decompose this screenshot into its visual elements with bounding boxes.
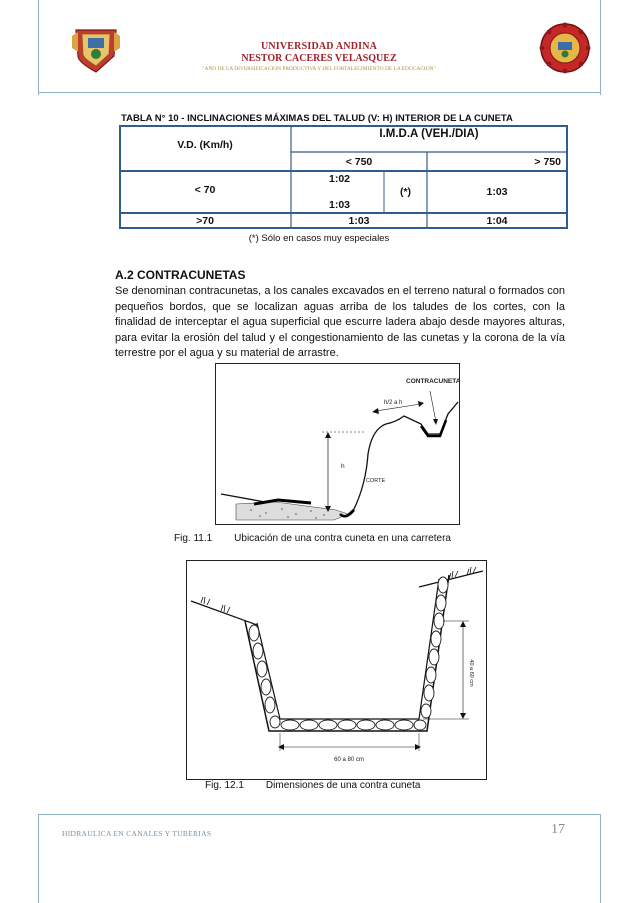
row1-value-a: 1:02	[329, 173, 351, 185]
footer-rule	[38, 814, 601, 815]
label-h2-a-h: h/2 a h	[384, 400, 403, 406]
row1-special-mark: (*)	[399, 186, 412, 198]
footer-right-border	[600, 814, 601, 903]
page-number: 17	[551, 822, 565, 837]
figure-contracuneta-location	[215, 363, 460, 525]
subheader-gt750: > 750	[534, 156, 561, 168]
label-width-range: 60 a 80 cm	[334, 757, 364, 763]
university-title: UNIVERSIDAD ANDINA	[260, 41, 378, 52]
label-contracuneta: CONTRACUNETA	[406, 378, 459, 385]
figure1-caption	[174, 533, 451, 544]
label-height-range: 40 a 60 cm	[468, 659, 474, 687]
figure2-caption-text: Dimensiones de una contra cuneta	[265, 780, 421, 791]
university-name: NESTOR CACERES VELASQUEZ	[241, 53, 397, 64]
figure2-caption-number: Fig. 12.1	[205, 780, 244, 791]
header-vd: V.D. (Km/h)	[177, 139, 233, 151]
row1-value-b: 1:03	[329, 199, 351, 211]
row2-vd: >70	[196, 215, 214, 227]
channel-cross-section-drawing	[187, 561, 486, 779]
row1-value-c: 1:03	[486, 186, 508, 198]
table-title: TABLA N° 10 - INCLINACIONES MÁXIMAS DEL TALUD (V: H) INTERIOR DE LA CUNETA	[121, 113, 513, 124]
subheader-lt750: < 750	[345, 156, 373, 168]
terrain-section-drawing	[216, 364, 459, 524]
footer-course-name: HIDRAULICA EN CANALES Y TUBERIAS	[62, 829, 212, 838]
section-paragraph: Se denominan contracunetas, a los canales excavados en el terreno natural o formados con pequeños bordos, que se localizan aguas arriba de los taludes de los cortes, con la finalidad de interceptar el agua superficial que escurre ladera abajo desde mayores alturas, para evitar la erosión del talud y el congestionamiento de las cunetas y la corona de la vía terrestre por el agua y su material de arrastre.	[115, 285, 565, 359]
figure1-caption-text: Ubicación de una contra cuneta en una carretera	[234, 533, 451, 544]
row1-vd: < 70	[194, 184, 216, 196]
figure2-caption	[205, 780, 420, 791]
row2-value-a: 1:03	[348, 215, 370, 227]
figure-contracuneta-dimensions	[186, 560, 487, 780]
header-rule	[38, 92, 601, 93]
table-note: (*) Sólo en casos muy especiales	[248, 233, 390, 244]
figure1-caption-number: Fig. 11.1	[174, 533, 213, 544]
label-h: h	[341, 463, 345, 470]
row2-value-c: 1:04	[486, 215, 508, 227]
header-imda: I.M.D.A (VEH./DIA)	[379, 128, 479, 140]
footer-left-border	[38, 814, 39, 903]
label-corte: CORTE	[366, 478, 386, 484]
section-title: A.2 CONTRACUNETAS	[115, 268, 246, 282]
slope-table	[119, 125, 568, 229]
year-motto: "AÑO DE LA DIVERSIFICACION PRODUCTIVA Y DEL FORTALECIMIENTO DE LA EDUCACION"	[202, 66, 436, 72]
